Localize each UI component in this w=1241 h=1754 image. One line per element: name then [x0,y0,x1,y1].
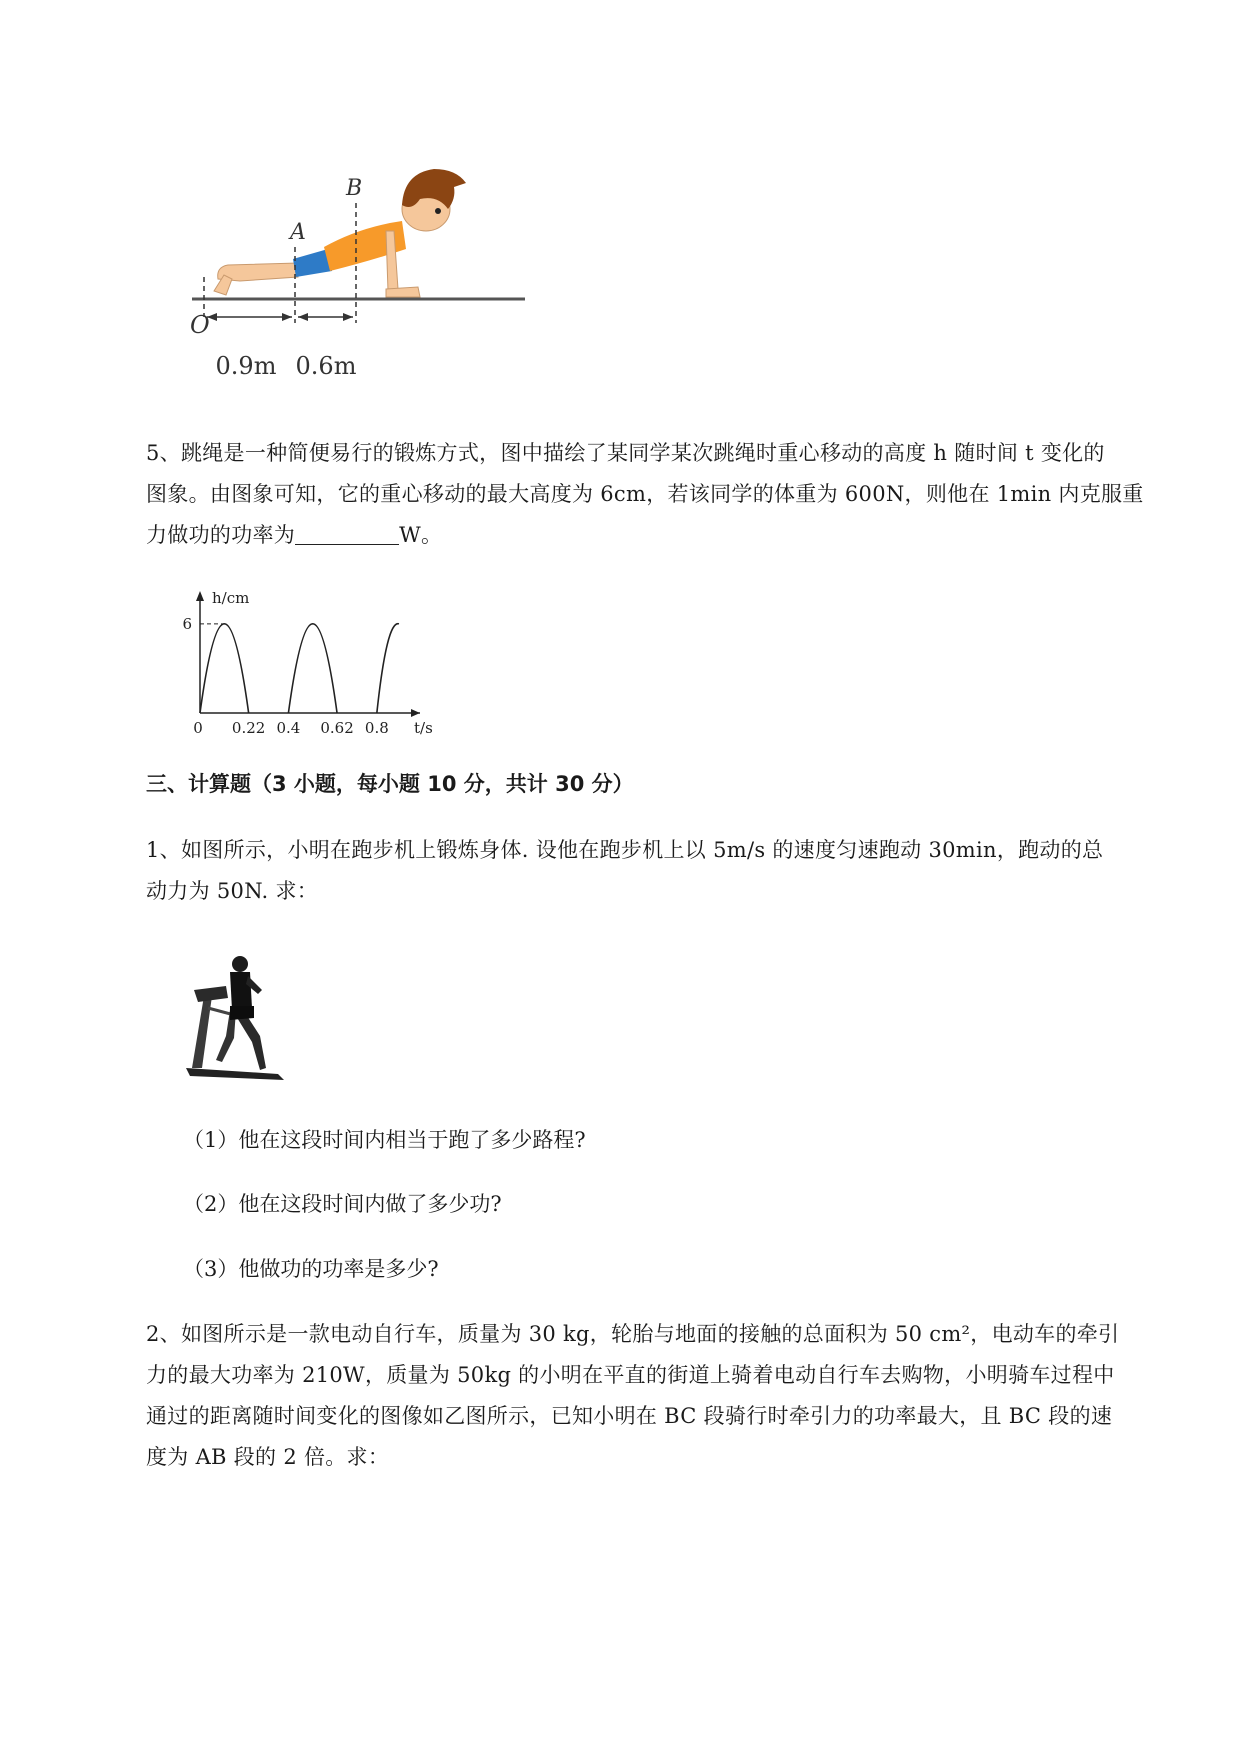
question-2 [146,1314,1146,1478]
y-axis-label: h/cm [212,589,250,607]
q5-line-1: 5、跳绳是一种简便易行的锻炼方式，图中描绘了某同学某次跳绳时重心移动的高度 h 随时间 t 变化的 [146,441,1105,465]
q1-sub-2: （2）他在这段时间内做了多少功? [183,1192,502,1216]
label-a: A [290,220,306,245]
section-heading: 三、计算题（3 小题，每小题 10 分，共计 30 分） [146,772,634,796]
x-tick-label: 0.4 [276,719,301,735]
label-o: O [190,311,210,339]
dim-oa-label: 0.9m [215,352,277,380]
q1-line-2: 动力为 50N. 求： [146,879,319,903]
treadmill-figure [178,950,293,1085]
answer-blank [295,522,399,545]
eye [435,208,441,214]
runner-shorts [230,1006,254,1020]
q2-line-4: 度为 AB 段的 2 倍。求： [146,1445,390,1469]
runner-head [232,956,248,972]
pushup-figure [180,165,540,395]
jump-arc [200,624,249,713]
treadmill-console [194,986,228,1002]
q1-sub-1: （1）他在这段时间内相当于跑了多少路程? [183,1128,586,1152]
x-axis-arrowhead [411,709,420,717]
label-b: B [346,176,363,201]
question-5 [146,433,1146,556]
question-1 [146,830,1146,912]
x-tick-label: 0.8 [364,719,389,735]
dim-ab-label: 0.6m [295,352,357,380]
q1-line-1: 1、如图所示，小明在跑步机上锻炼身体. 设他在跑步机上以 5m/s 的速度匀速跑动 30min，跑动的总 [146,838,1104,862]
arrowhead-oa-right [282,313,292,321]
q5-line-2: 图象。由图象可知，它的重心移动的最大高度为 6cm，若该同学的体重为 600N，则他在 1min 内克服重 [146,482,1144,506]
hand [386,287,420,297]
q1-sub-3: （3）他做功的功率是多少? [183,1257,439,1281]
q5-line-3 [146,515,1146,556]
x-axis-label: t/s [414,719,433,735]
q5-line-3-suffix: W。 [399,523,443,547]
jump-arc-partial [377,624,399,713]
x-tick-label: 0.62 [320,719,354,735]
y-axis-arrowhead [196,591,204,601]
q2-line-2: 力的最大功率为 210W，质量为 50kg 的小明在平直的街道上骑着电动自行车去购物，小明骑车过程中 [146,1363,1115,1387]
foot [214,275,232,295]
y-tick-label: 6 [182,614,192,633]
arrowhead-ab-right [343,313,353,321]
treadmill-belt [186,1068,284,1080]
height-time-chart [170,585,480,735]
q2-line-1: 2、如图所示是一款电动自行车，质量为 30 kg，轮胎与地面的接触的总面积为 50 cm²，电动车的牵引 [146,1322,1120,1346]
x-tick-label: 0.22 [231,719,266,735]
arrowhead-ab-left [298,313,308,321]
jump-arc [288,624,337,713]
q5-line-3-prefix: 力做功的功率为 [146,523,296,547]
x-tick-label: 0 [193,719,203,735]
q2-line-3: 通过的距离随时间变化的图像如乙图所示，已知小明在 BC 段骑行时牵引力的功率最大，且 BC 段的速 [146,1404,1113,1428]
